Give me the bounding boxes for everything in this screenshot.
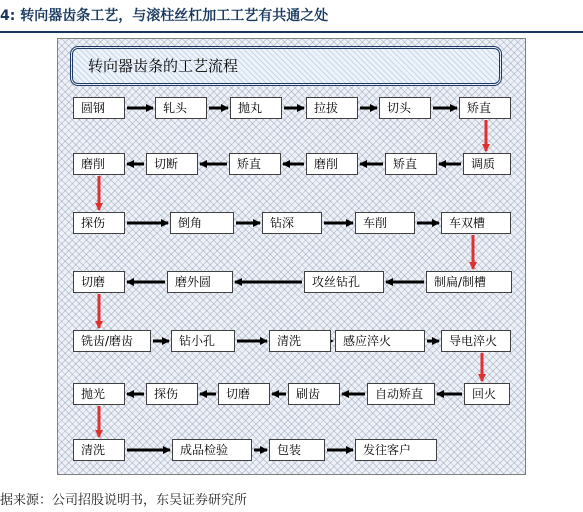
process-step: 钻小孔 xyxy=(171,330,235,352)
process-step: 探伤 xyxy=(73,212,125,234)
figure-title: 4: 转向器齿条工艺，与滚柱丝杠加工工艺有共通之处 xyxy=(0,8,329,24)
process-step: 制扁/制槽 xyxy=(426,271,512,293)
process-step: 磨削 xyxy=(73,153,125,175)
process-step: 车双槽 xyxy=(441,212,511,234)
process-step: 成品检验 xyxy=(172,439,252,461)
process-step: 包装 xyxy=(269,439,325,461)
process-step: 圆钢 xyxy=(73,97,125,119)
process-step: 清洗 xyxy=(73,439,125,461)
process-step: 车削 xyxy=(355,212,415,234)
process-step: 刷齿 xyxy=(288,383,340,405)
process-step: 切断 xyxy=(146,153,198,175)
process-step: 铣齿/磨齿 xyxy=(73,330,151,352)
process-step: 发往客户 xyxy=(355,439,437,461)
process-step: 磨削 xyxy=(306,153,358,175)
process-step: 矫直 xyxy=(385,153,437,175)
process-step: 清洗 xyxy=(269,330,331,352)
process-step: 导电淬火 xyxy=(441,330,511,352)
process-step: 拉拔 xyxy=(306,97,358,119)
process-step: 回火 xyxy=(464,383,510,405)
process-step: 切磨 xyxy=(73,271,125,293)
process-step: 切头 xyxy=(379,97,431,119)
process-step: 切磨 xyxy=(218,383,270,405)
process-step: 抛丸 xyxy=(230,97,282,119)
process-step: 钻深 xyxy=(262,212,322,234)
process-step: 调质 xyxy=(463,153,511,175)
process-step: 倒角 xyxy=(170,212,234,234)
source-note: 据来源：公司招股说明书，东吴证券研究所 xyxy=(0,493,248,508)
process-step: 探伤 xyxy=(146,383,198,405)
process-step: 轧头 xyxy=(155,97,207,119)
process-step: 抛光 xyxy=(73,383,125,405)
process-step: 矫直 xyxy=(229,153,281,175)
process-step: 矫直 xyxy=(459,97,511,119)
process-step: 攻丝钻孔 xyxy=(304,271,384,293)
process-step: 自动矫直 xyxy=(367,383,435,405)
process-step: 磨外圆 xyxy=(167,271,233,293)
diagram-title: 转向器齿条的工艺流程 xyxy=(88,57,239,75)
process-step: 感应淬火 xyxy=(335,330,425,352)
